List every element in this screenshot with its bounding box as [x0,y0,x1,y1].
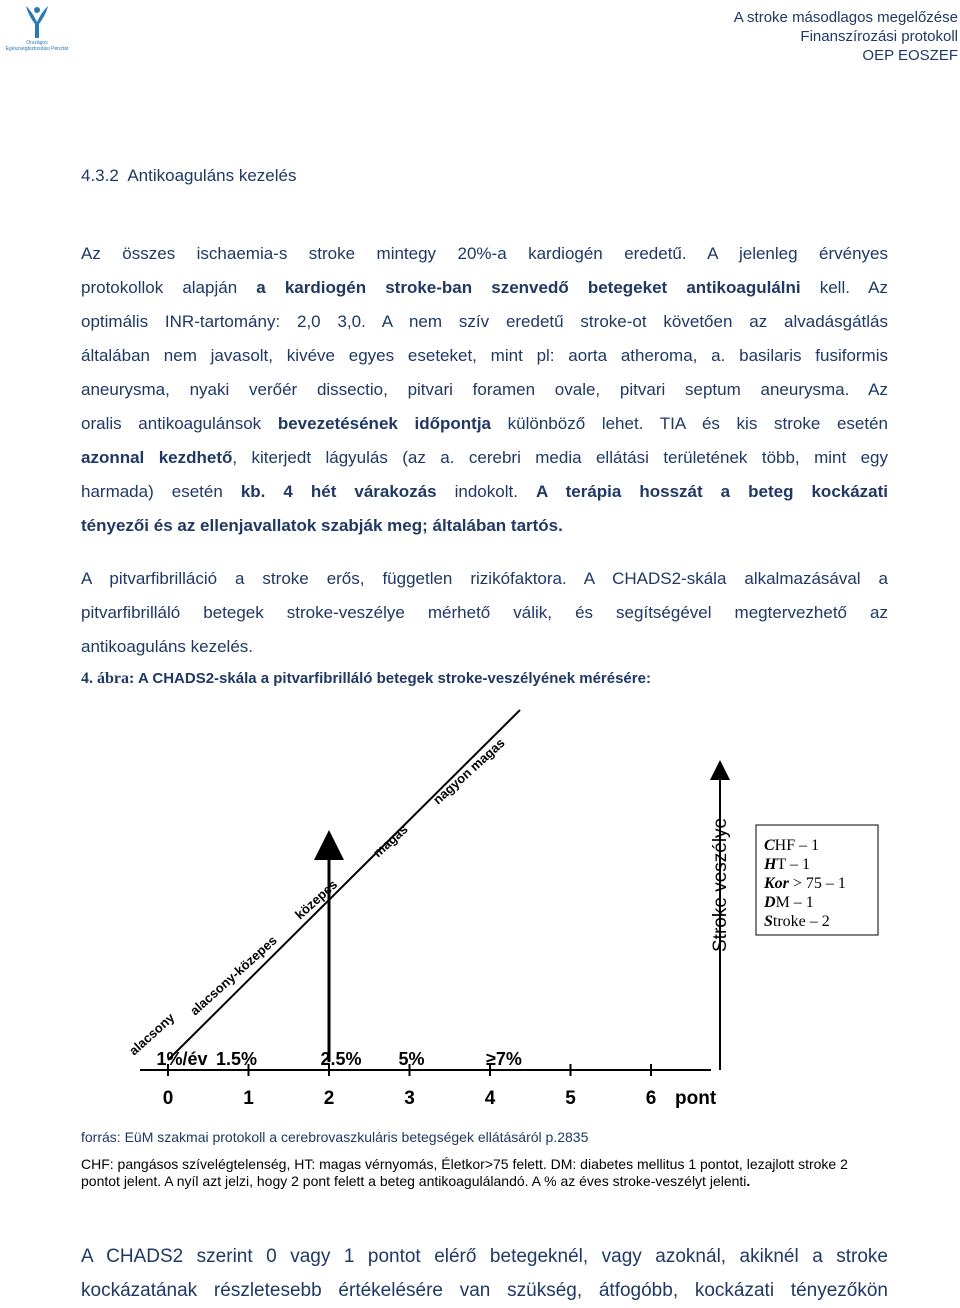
legend-value: troke – 2 [772,913,830,930]
p3-line-1: A CHADS2 szerint 0 vagy 1 pontot elérő betegeknél, vagy azoknál, akiknél a stroke [81,1246,888,1267]
chads2-chart [100,700,880,1120]
x-tick-label: 4 [484,1088,496,1109]
notes-end: . [746,1173,751,1189]
percent-label: 1%/év [156,1049,208,1069]
section-title: 4.3.2 Antikoaguláns kezelés [81,166,297,185]
text-span: protokollok alapján [81,278,257,297]
p2-line-1: A pitvarfibrilláció a stroke erős, független rizikófaktora. A CHADS2-skála alkalmazásával a [81,569,888,588]
y-axis-title: Stroke veszélye [710,817,731,952]
percent-label: 2.5% [320,1049,362,1069]
percent-label: 5% [398,1049,425,1069]
legend-value: HF – 1 [774,837,820,854]
p3-line-2: kockázatának részletesebb értékelésére van szükség, átfogóbb, kockázati tényezőkön [81,1280,888,1301]
legend-key: S [764,913,773,930]
p1-line-9 [81,509,888,543]
risk-label: alacsony [125,1009,178,1059]
legend-item [763,894,814,911]
p1-line-5: aneurysma, nyaki verőér dissectio, pitvari foramen ovale, pitvari septum aneurysma. Az [81,380,888,399]
logo-text: Országos Egészségbiztosítási Pénztár [5,40,69,52]
legend-key: D [764,894,776,911]
bold-text: azonnal kezdhető [81,448,233,467]
p1-line-2 [81,271,888,305]
legend-key: C [764,837,775,854]
text-span: harmada) esetén [81,482,241,501]
p2-line-2: pitvarfibrilláló betegek stroke-veszélye mérhető válik, és segítségével megtervezhető az [81,603,888,622]
notes-text: CHF: pangásos szívelégtelenség, HT: magas vérnyomás, Életkor>75 felett. DM: diabetes mellitus 1 pontot, lezajlott stroke 2 pontot jelent. A nyíl azt jelzi, hogy 2 pont felett a beteg antikoagulálandó. A % az éves stroke-veszélyt jelenti [81,1156,848,1189]
legend-value: T – 1 [776,856,810,873]
risk-label: közepes [291,876,341,923]
text-span: oralis antikoagulánsok [81,414,278,433]
p2-line-3: antikoaguláns kezelés. [81,637,254,656]
legend-item [764,837,819,854]
chart-axes [140,770,731,1070]
paragraph-2 [81,562,888,664]
text-span: indokolt. [436,482,536,501]
legend-key: H [764,856,777,873]
bold-text: kb. 4 hét várakozás [240,482,437,501]
figure-caption [81,670,651,688]
risk-label: magas [369,821,411,861]
x-tick-label: 3 [404,1088,415,1109]
p1-line-8 [81,475,888,509]
percent-label: 1.5% [215,1049,258,1069]
x-tick-label: 1 [243,1088,254,1109]
figure-notes [81,1156,861,1190]
x-tick-label: 2 [323,1088,335,1109]
text-span: kell. Az [800,278,888,297]
percent-label: ≥7% [486,1049,522,1069]
legend-value: M – 1 [775,894,814,911]
p1-line-6 [81,407,888,441]
bold-text: bevezetésének időpontja [277,414,491,433]
x-tick-label: 5 [565,1088,576,1109]
risk-label: alacsony-közepes [186,932,280,1019]
figure-source: forrás: EüM szakmai protokoll a cerebrovaszkuláris betegségek ellátásáról p.2835 [81,1129,589,1145]
x-tick-label: 0 [162,1088,174,1109]
legend-value: > 75 – 1 [788,875,846,892]
bold-text: a kardiogén stroke-ban szenvedő betegeket antikoagulálni [256,278,801,297]
x-axis-title: pont [675,1088,717,1109]
oep-logo [4,2,70,54]
p1-line-7 [81,441,888,475]
chart-marks [126,710,878,1109]
header-line-2: Finanszírozási protokoll [800,28,958,45]
legend-key: Kor [764,875,789,892]
p1-line-4: általában nem javasolt, kivéve egyes eseteket, mint pl: aorta atheroma, a. basilaris fusiformis [81,346,888,365]
bold-text: tényezői és az ellenjavallatok szabják meg; általában tartós. [81,516,563,535]
x-tick-label: 6 [645,1088,657,1109]
legend-item [763,875,846,892]
p1-line-1: Az összes ischaemia-s stroke mintegy 20%-a kardiogén eredetű. A jelenleg érvényes [81,244,888,263]
legend-item [764,913,830,930]
header-line-1: A stroke másodlagos megelőzése [733,9,958,26]
header-line-3: OEP EOSZEF [862,47,958,64]
figure-caption-text: A CHADS2-skála a pitvarfibrilláló betegek stroke-veszélyének mérésére: [134,670,651,687]
text-span: , kiterjedt lágyulás (az a. cerebri media ellátási területének több, mint egy [232,448,889,467]
paragraph-1 [81,237,888,543]
risk-label: nagyon magas [429,735,508,808]
text-span: különböző lehet. TIA és kis stroke esetén [491,414,888,433]
p1-line-3: optimális INR-tartomány: 2,0 3,0. A nem szív eredetű stroke-ot követően az alvadásgátlás [81,312,888,331]
legend-item [763,856,810,873]
figure-number: 4. ábra: [81,670,135,687]
bold-text: A terápia hosszát a beteg kockázati [535,482,889,501]
paragraph-3 [81,1240,888,1308]
